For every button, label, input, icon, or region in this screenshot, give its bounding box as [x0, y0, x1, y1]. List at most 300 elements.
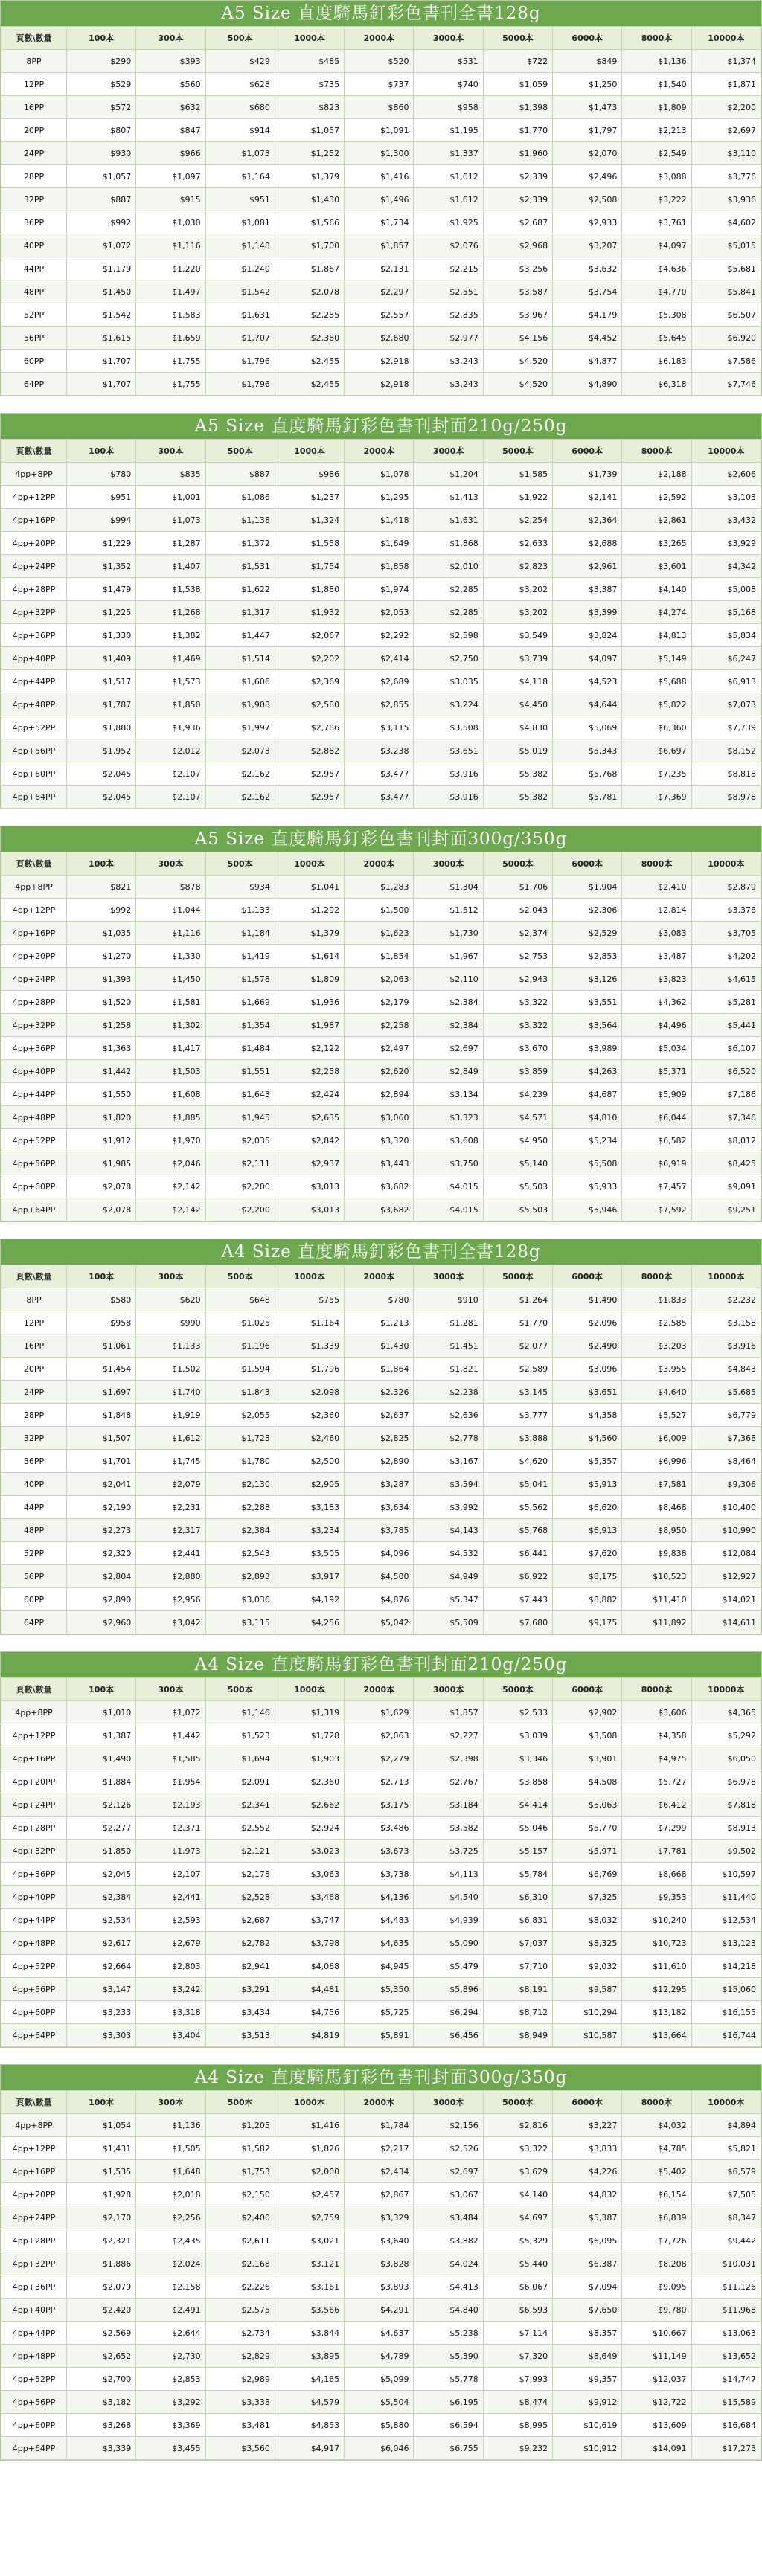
- column-header: 300本: [136, 27, 205, 50]
- price-cell: $934: [205, 876, 275, 899]
- price-table: [1, 1677, 761, 2047]
- price-cell: $2,490: [553, 1334, 622, 1358]
- page-count-cell: 4pp+24PP: [1, 1793, 67, 1817]
- price-cell: $6,620: [553, 1496, 622, 1519]
- column-header: 3000本: [414, 852, 483, 876]
- price-cell: $2,079: [67, 2275, 136, 2299]
- column-header: 300本: [136, 1265, 205, 1288]
- page-count-cell: 40PP: [1, 1473, 67, 1496]
- price-cell: $7,346: [691, 1106, 761, 1129]
- price-cell: $3,929: [691, 532, 761, 555]
- price-cell: $1,880: [275, 578, 344, 601]
- price-cell: $1,558: [275, 532, 344, 555]
- price-table-section: [0, 0, 762, 396]
- price-cell: $9,912: [553, 2391, 622, 2414]
- price-cell: $5,504: [345, 2391, 414, 2414]
- price-cell: $2,957: [275, 786, 344, 809]
- column-header: 3000本: [414, 440, 483, 463]
- price-cell: $4,571: [483, 1106, 552, 1129]
- page-count-cell: 4pp+28PP: [1, 991, 67, 1014]
- price-cell: $2,697: [691, 119, 761, 142]
- column-header: 10000本: [691, 2091, 761, 2114]
- price-cell: $5,390: [414, 2345, 483, 2368]
- price-cell: $1,754: [275, 555, 344, 578]
- column-header: 頁數\數量: [1, 27, 67, 50]
- price-cell: $2,063: [345, 1724, 414, 1747]
- price-cell: $3,936: [691, 188, 761, 211]
- price-cell: $1,116: [136, 922, 205, 945]
- price-cell: $4,523: [553, 670, 622, 693]
- table-row: [1, 2345, 761, 2368]
- column-header: 10000本: [691, 440, 761, 463]
- price-cell: $2,217: [345, 2137, 414, 2160]
- page-count-cell: 4pp+64PP: [1, 2437, 67, 2460]
- price-cell: $4,156: [483, 327, 552, 350]
- price-cell: $1,339: [275, 1334, 344, 1358]
- price-cell: $1,581: [136, 991, 205, 1014]
- price-cell: $3,508: [414, 716, 483, 739]
- price-cell: $1,730: [414, 922, 483, 945]
- price-cell: $1,091: [345, 119, 414, 142]
- price-cell: $1,932: [275, 601, 344, 624]
- price-cell: $10,723: [622, 1932, 691, 1955]
- price-cell: $8,464: [691, 1450, 761, 1473]
- price-cell: $1,431: [67, 2137, 136, 2160]
- price-cell: $5,149: [622, 647, 691, 670]
- price-cell: $2,279: [345, 1747, 414, 1770]
- price-cell: $8,668: [622, 1863, 691, 1886]
- price-cell: $1,490: [67, 1747, 136, 1770]
- table-row: [1, 1175, 761, 1198]
- price-cell: $1,734: [345, 211, 414, 234]
- page-count-cell: 64PP: [1, 373, 67, 396]
- price-cell: $9,175: [553, 1611, 622, 1634]
- price-cell: $7,680: [483, 1611, 552, 1634]
- page-count-cell: 4pp+64PP: [1, 786, 67, 809]
- price-cell: $1,081: [205, 211, 275, 234]
- price-cell: $8,949: [483, 2024, 552, 2047]
- price-cell: $2,078: [67, 1198, 136, 1221]
- price-cell: $2,664: [67, 1955, 136, 1978]
- price-cell: $3,202: [483, 601, 552, 624]
- table-row: [1, 303, 761, 327]
- price-cell: $4,202: [691, 945, 761, 968]
- column-header: 頁數\數量: [1, 852, 67, 876]
- price-cell: $1,936: [136, 716, 205, 739]
- price-cell: $5,645: [622, 327, 691, 350]
- table-row: [1, 373, 761, 396]
- price-cell: $2,200: [691, 96, 761, 119]
- price-cell: $7,581: [622, 1473, 691, 1496]
- price-cell: $2,321: [67, 2229, 136, 2252]
- page-count-cell: 24PP: [1, 142, 67, 165]
- table-row: [1, 2137, 761, 2160]
- price-cell: $1,770: [483, 119, 552, 142]
- table-row: [1, 1817, 761, 1840]
- price-cell: $2,238: [414, 1381, 483, 1404]
- price-cell: $2,424: [275, 1083, 344, 1106]
- price-cell: $755: [275, 1288, 344, 1311]
- price-cell: $2,000: [275, 2160, 344, 2183]
- page-count-cell: 4pp+56PP: [1, 1152, 67, 1175]
- page-count-cell: 4pp+32PP: [1, 1014, 67, 1037]
- price-cell: $3,761: [622, 211, 691, 234]
- price-cell: $2,213: [622, 119, 691, 142]
- price-cell: $5,441: [691, 1014, 761, 1037]
- price-cell: $6,919: [622, 1152, 691, 1175]
- price-cell: $2,823: [483, 555, 552, 578]
- price-cell: $3,013: [275, 1175, 344, 1198]
- column-header: 100本: [67, 2091, 136, 2114]
- column-header: 6000本: [553, 440, 622, 463]
- price-cell: $1,967: [414, 945, 483, 968]
- price-cell: $3,434: [205, 2001, 275, 2024]
- price-cell: $2,232: [691, 1288, 761, 1311]
- price-cell: $1,659: [136, 327, 205, 350]
- price-cell: $4,840: [414, 2299, 483, 2322]
- price-cell: $2,552: [205, 1817, 275, 1840]
- price-cell: $1,868: [414, 532, 483, 555]
- page-count-cell: 8PP: [1, 50, 67, 73]
- table-row: [1, 119, 761, 142]
- price-cell: $6,839: [622, 2206, 691, 2229]
- table-row: [1, 1496, 761, 1519]
- price-cell: $2,441: [136, 1542, 205, 1565]
- price-cell: $1,419: [205, 945, 275, 968]
- table-row: [1, 1565, 761, 1588]
- price-cell: $1,809: [275, 968, 344, 991]
- price-cell: $3,060: [345, 1106, 414, 1129]
- column-header: 3000本: [414, 2091, 483, 2114]
- price-cell: $1,706: [483, 876, 552, 899]
- price-cell: $10,523: [622, 1565, 691, 1588]
- column-header: 6000本: [553, 1678, 622, 1701]
- header-row: [1, 1265, 761, 1288]
- price-cell: $823: [275, 96, 344, 119]
- price-cell: $2,759: [275, 2206, 344, 2229]
- price-cell: $2,384: [205, 1519, 275, 1542]
- table-row: [1, 1358, 761, 1381]
- price-cell: $5,234: [553, 1129, 622, 1152]
- price-cell: $1,928: [67, 2183, 136, 2206]
- price-cell: $2,096: [553, 1311, 622, 1334]
- price-cell: $5,347: [414, 1588, 483, 1611]
- price-cell: $16,744: [691, 2024, 761, 2047]
- price-cell: $7,710: [483, 1955, 552, 1978]
- price-cell: $1,268: [136, 601, 205, 624]
- page-count-cell: 32PP: [1, 188, 67, 211]
- price-cell: $5,041: [483, 1473, 552, 1496]
- price-cell: $3,115: [345, 716, 414, 739]
- table-title: A4 Size 直度騎馬釘彩色書刊全書128g: [1, 1239, 761, 1265]
- price-cell: $7,586: [691, 350, 761, 373]
- price-cell: $5,562: [483, 1496, 552, 1519]
- price-cell: $1,292: [275, 899, 344, 922]
- price-cell: $8,978: [691, 786, 761, 809]
- price-cell: $2,360: [275, 1770, 344, 1793]
- price-cell: $5,822: [622, 693, 691, 716]
- price-cell: $3,629: [483, 2160, 552, 2183]
- price-cell: $3,121: [275, 2252, 344, 2275]
- price-cell: $1,330: [67, 624, 136, 647]
- price-cell: $6,978: [691, 1770, 761, 1793]
- price-cell: $1,631: [205, 303, 275, 327]
- column-header: 100本: [67, 852, 136, 876]
- table-row: [1, 1288, 761, 1311]
- price-cell: $3,587: [483, 280, 552, 303]
- price-cell: $648: [205, 1288, 275, 1311]
- price-cell: $3,895: [275, 2345, 344, 2368]
- price-cell: $4,068: [275, 1955, 344, 1978]
- price-cell: $2,829: [205, 2345, 275, 2368]
- price-cell: $290: [67, 50, 136, 73]
- price-cell: $2,018: [136, 2183, 205, 2206]
- price-cell: $3,901: [553, 1747, 622, 1770]
- price-cell: $572: [67, 96, 136, 119]
- table-row: [1, 1083, 761, 1106]
- price-cell: $2,091: [205, 1770, 275, 1793]
- price-cell: $1,337: [414, 142, 483, 165]
- column-header: 10000本: [691, 27, 761, 50]
- price-cell: $5,503: [483, 1175, 552, 1198]
- price-cell: $3,318: [136, 2001, 205, 2024]
- page-count-cell: 4pp+40PP: [1, 1886, 67, 1909]
- column-header: 2000本: [345, 2091, 414, 2114]
- price-cell: $2,193: [136, 1793, 205, 1817]
- price-cell: $2,141: [553, 486, 622, 509]
- price-cell: $5,090: [414, 1932, 483, 1955]
- page-count-cell: 4pp+36PP: [1, 2275, 67, 2299]
- price-cell: $2,617: [67, 1932, 136, 1955]
- price-cell: $5,971: [553, 1840, 622, 1863]
- price-cell: $2,374: [483, 922, 552, 945]
- price-cell: $3,115: [205, 1611, 275, 1634]
- table-row: [1, 280, 761, 303]
- price-cell: $5,768: [553, 762, 622, 786]
- price-cell: $6,195: [414, 2391, 483, 2414]
- price-cell: $5,508: [553, 1152, 622, 1175]
- price-cell: $6,154: [622, 2183, 691, 2206]
- price-cell: $5,371: [622, 1060, 691, 1083]
- price-cell: $1,540: [622, 73, 691, 96]
- price-cell: $3,404: [136, 2024, 205, 2047]
- price-cell: $6,922: [483, 1565, 552, 1588]
- price-cell: $8,950: [622, 1519, 691, 1542]
- price-cell: $15,060: [691, 1978, 761, 2001]
- price-cell: $3,291: [205, 1978, 275, 2001]
- price-cell: $11,440: [691, 1886, 761, 1909]
- price-cell: $2,644: [136, 2322, 205, 2345]
- page-count-cell: 4pp+16PP: [1, 922, 67, 945]
- table-row: [1, 991, 761, 1014]
- price-cell: $1,417: [136, 1037, 205, 1060]
- price-cell: $4,890: [553, 373, 622, 396]
- price-cell: $1,582: [205, 2137, 275, 2160]
- price-cell: $2,491: [136, 2299, 205, 2322]
- price-cell: $11,126: [691, 2275, 761, 2299]
- price-cell: $2,320: [67, 1542, 136, 1565]
- price-cell: $2,339: [483, 165, 552, 188]
- price-cell: $2,226: [205, 2275, 275, 2299]
- price-cell: $2,855: [345, 693, 414, 716]
- price-cell: $1,416: [275, 2114, 344, 2137]
- price-cell: $1,707: [67, 373, 136, 396]
- price-cell: $6,107: [691, 1037, 761, 1060]
- price-cell: $7,592: [622, 1198, 691, 1221]
- price-cell: $4,939: [414, 1909, 483, 1932]
- price-cell: $1,497: [136, 280, 205, 303]
- price-cell: $2,455: [275, 373, 344, 396]
- price-cell: $2,369: [275, 670, 344, 693]
- table-row: [1, 1909, 761, 1932]
- price-cell: $5,880: [345, 2414, 414, 2437]
- price-cell: $2,277: [67, 1817, 136, 1840]
- table-row: [1, 532, 761, 555]
- price-cell: $3,606: [622, 1701, 691, 1724]
- page-count-cell: 4pp+8PP: [1, 1701, 67, 1724]
- price-cell: $2,045: [67, 762, 136, 786]
- price-cell: $3,323: [414, 1106, 483, 1129]
- price-cell: $2,455: [275, 350, 344, 373]
- price-cell: $2,256: [136, 2206, 205, 2229]
- price-cell: $3,243: [414, 350, 483, 373]
- price-cell: $5,034: [622, 1037, 691, 1060]
- price-cell: $3,432: [691, 509, 761, 532]
- price-cell: $2,202: [275, 647, 344, 670]
- price-cell: $2,188: [622, 463, 691, 486]
- column-header: 100本: [67, 1678, 136, 1701]
- price-cell: $1,116: [136, 234, 205, 257]
- price-cell: $8,325: [553, 1932, 622, 1955]
- price-cell: $12,927: [691, 1565, 761, 1588]
- price-cell: $1,196: [205, 1334, 275, 1358]
- price-cell: $849: [553, 50, 622, 73]
- price-cell: $4,813: [622, 624, 691, 647]
- price-cell: $1,542: [67, 303, 136, 327]
- price-cell: $5,168: [691, 601, 761, 624]
- price-cell: $2,782: [205, 1932, 275, 1955]
- price-cell: $2,414: [345, 647, 414, 670]
- price-cell: $1,697: [67, 1381, 136, 1404]
- price-cell: $1,826: [275, 2137, 344, 2160]
- price-cell: $628: [205, 73, 275, 96]
- price-cell: $1,912: [67, 1129, 136, 1152]
- price-cell: $1,287: [136, 532, 205, 555]
- price-cell: $2,384: [67, 1886, 136, 1909]
- table-row: [1, 1611, 761, 1634]
- price-cell: $1,606: [205, 670, 275, 693]
- price-cell: $3,484: [414, 2206, 483, 2229]
- price-cell: $1,612: [414, 165, 483, 188]
- price-cell: $2,162: [205, 786, 275, 809]
- price-table: [1, 1265, 761, 1634]
- price-cell: $2,580: [275, 693, 344, 716]
- price-cell: $3,634: [345, 1496, 414, 1519]
- price-cell: $6,318: [622, 373, 691, 396]
- price-cell: $6,920: [691, 327, 761, 350]
- price-cell: $3,063: [275, 1863, 344, 1886]
- price-cell: $1,884: [67, 1770, 136, 1793]
- page-count-cell: 60PP: [1, 1588, 67, 1611]
- price-cell: $1,072: [136, 1701, 205, 1724]
- price-cell: $3,682: [345, 1175, 414, 1198]
- price-cell: $2,960: [67, 1611, 136, 1634]
- price-cell: $2,063: [345, 968, 414, 991]
- table-row: [1, 555, 761, 578]
- price-cell: $1,363: [67, 1037, 136, 1060]
- price-cell: $1,780: [205, 1450, 275, 1473]
- column-header: 5000本: [483, 1678, 552, 1701]
- price-cell: $4,975: [622, 1747, 691, 1770]
- page-count-cell: 4pp+52PP: [1, 1955, 67, 1978]
- price-cell: $12,084: [691, 1542, 761, 1565]
- price-cell: $3,224: [414, 693, 483, 716]
- price-cell: $3,916: [691, 1334, 761, 1358]
- price-cell: $3,955: [622, 1358, 691, 1381]
- price-cell: $6,594: [414, 2414, 483, 2437]
- price-cell: $1,229: [67, 532, 136, 555]
- price-cell: $2,384: [414, 1014, 483, 1037]
- column-header: 10000本: [691, 1678, 761, 1701]
- price-cell: $4,342: [691, 555, 761, 578]
- price-cell: $3,893: [345, 2275, 414, 2299]
- price-cell: $2,894: [345, 1083, 414, 1106]
- price-cell: $4,520: [483, 350, 552, 373]
- page-count-cell: 4pp+12PP: [1, 2137, 67, 2160]
- price-cell: $4,358: [553, 1404, 622, 1427]
- page-count-cell: 48PP: [1, 1519, 67, 1542]
- header-row: [1, 852, 761, 876]
- price-cell: $16,155: [691, 2001, 761, 2024]
- page-count-cell: 4pp+12PP: [1, 486, 67, 509]
- column-header: 頁數\數量: [1, 440, 67, 463]
- price-cell: $2,569: [67, 2322, 136, 2345]
- price-cell: $1,025: [205, 1311, 275, 1334]
- price-cell: $4,819: [275, 2024, 344, 2047]
- price-cell: $3,203: [622, 1334, 691, 1358]
- price-cell: $1,974: [345, 578, 414, 601]
- price-cell: $1,442: [67, 1060, 136, 1083]
- column-header: 2000本: [345, 440, 414, 463]
- price-cell: $2,079: [136, 1473, 205, 1496]
- price-cell: $7,726: [622, 2229, 691, 2252]
- column-header: 2000本: [345, 1265, 414, 1288]
- price-cell: $1,451: [414, 1334, 483, 1358]
- price-cell: $6,441: [483, 1542, 552, 1565]
- price-cell: $5,382: [483, 786, 552, 809]
- price-cell: $5,157: [483, 1840, 552, 1863]
- price-cell: $4,945: [345, 1955, 414, 1978]
- table-row: [1, 968, 761, 991]
- price-cell: $5,725: [345, 2001, 414, 2024]
- page-count-cell: 4pp+8PP: [1, 2114, 67, 2137]
- price-cell: $2,825: [345, 1427, 414, 1450]
- price-cell: $6,582: [622, 1129, 691, 1152]
- price-cell: $3,145: [483, 1381, 552, 1404]
- page-count-cell: 56PP: [1, 327, 67, 350]
- price-cell: $1,701: [67, 1450, 136, 1473]
- price-cell: $6,831: [483, 1909, 552, 1932]
- price-cell: $4,785: [622, 2137, 691, 2160]
- price-cell: $11,610: [622, 1955, 691, 1978]
- price-cell: $2,360: [275, 1404, 344, 1427]
- price-cell: $7,739: [691, 716, 761, 739]
- table-row: [1, 73, 761, 96]
- price-cell: $2,398: [414, 1747, 483, 1770]
- price-cell: $5,479: [414, 1955, 483, 1978]
- price-cell: $3,088: [622, 165, 691, 188]
- price-cell: $2,543: [205, 1542, 275, 1565]
